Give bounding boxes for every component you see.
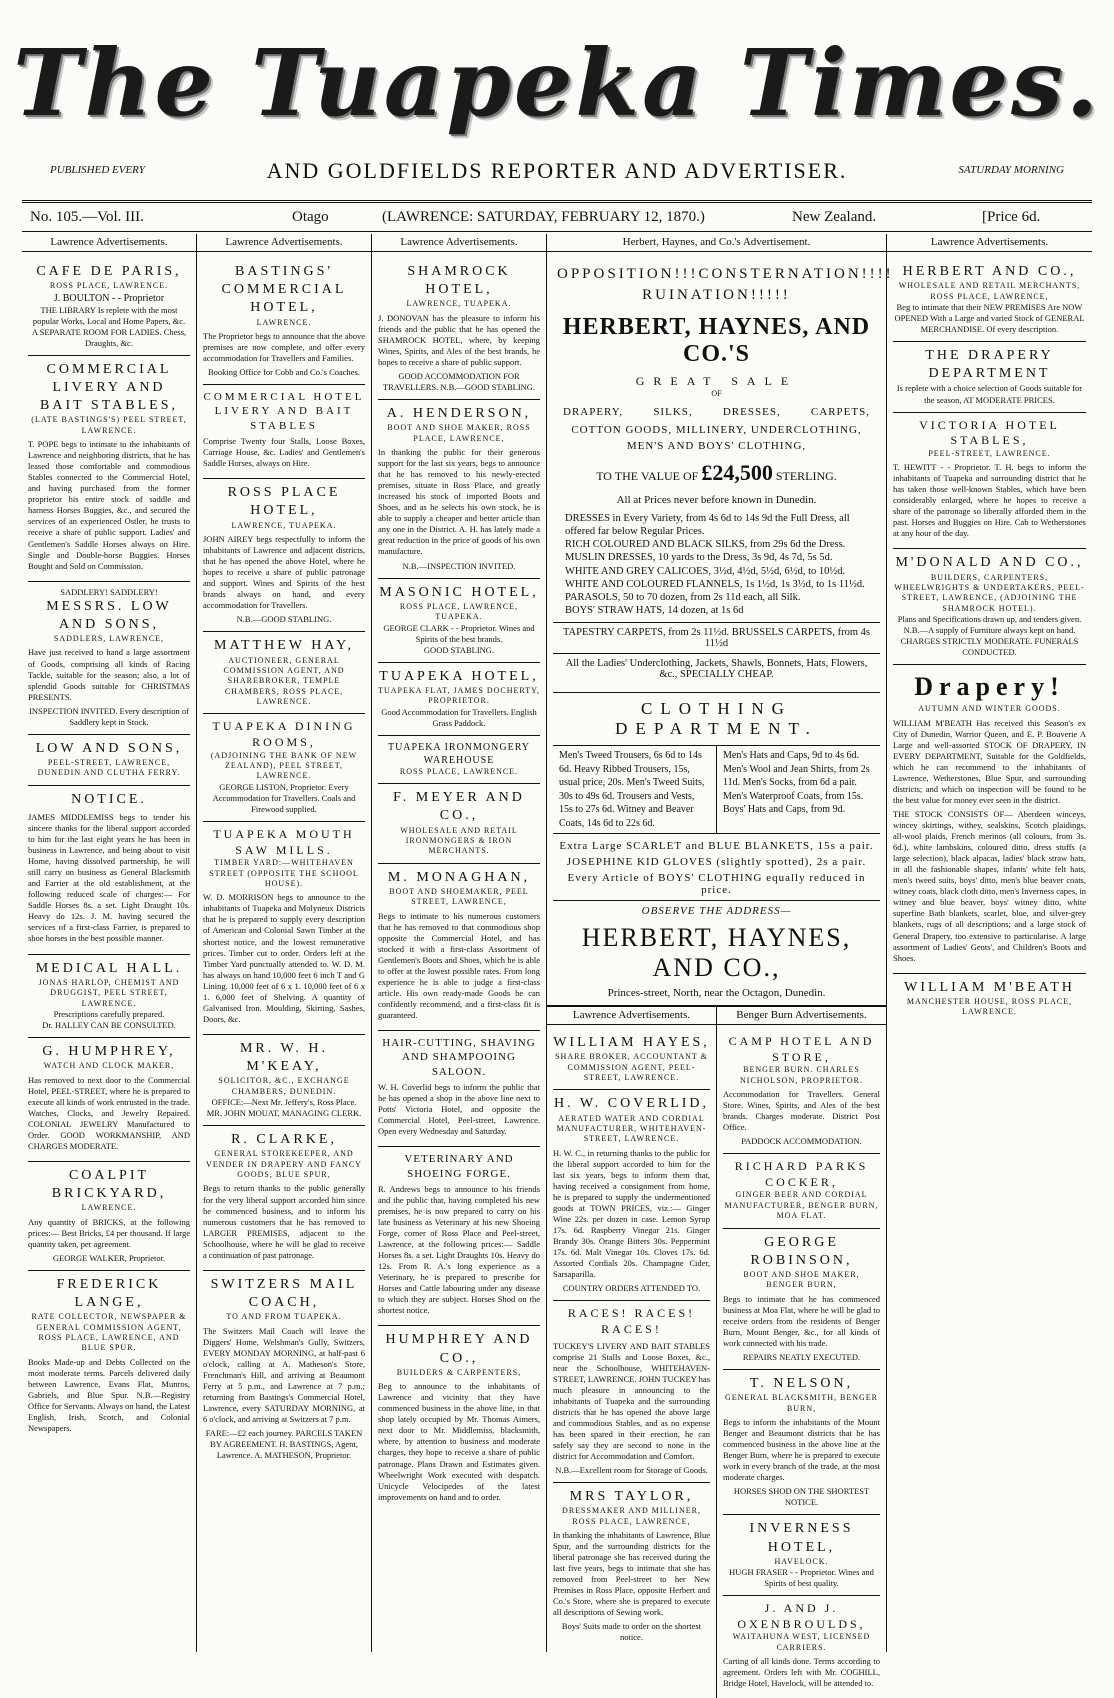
ad-name: NOTICE. <box>71 791 147 807</box>
sale-item: SILKS, <box>653 406 693 418</box>
sale-line: MEN'S AND BOYS' CLOTHING, <box>626 440 807 452</box>
ad-william-mbeath <box>893 974 1086 1024</box>
ad-name: Drapery! <box>914 672 1065 702</box>
ad-sub: WAITAHUNA WEST, LICENSED CARRIERS. <box>732 1632 871 1652</box>
ad-bastings-hotel <box>203 258 365 385</box>
price-line: MUSLIN DRESSES, 10 yards to the Dress, 3s 9d, 4s 7d, 5s 5d. <box>565 552 833 564</box>
column-5 <box>887 234 1092 1652</box>
ad-body: JAMES MIDDLEMISS begs to tender his sincere thanks for the liberal support accorded to him for the last eight years he has been in business in Lawrence, and being about to visit Home, having dissolved partnership, he will still carry on business as General Blacksmith and Farrier at the old establishment, at the following reduced scale of charges:— For Saddle Horses 8s. a set. Light Draught 10s. Heavy do 12s. J. M. having secured the services of a first-class Farrier, is prepared to shoe horses in the best possible manner. <box>28 811 190 944</box>
ad-body: T. POPE begs to intimate to the inhabitants of Lawrence and neighboring districts, that he has leased those comfortable and commodious Stables connected to the Commercial Hotel, and having purchased from the former proprietor his entire stock of saddle and harness Horses Buggies, &c., and secured the services of an experienced Ostler, he trusts to receive a share of public support. Ladies' and Gentlemen's Saddle Horses always on Hire. Single and Double-horse Buggies. Horses Bought and Sold on Commission. <box>28 439 190 571</box>
sub-column-lawrence <box>547 1007 717 1698</box>
ad-name: G. HUMPHREY, <box>42 1043 176 1059</box>
ad-sub: AUTUMN AND WINTER GOODS. <box>918 704 1061 714</box>
ad-sub: SHARE BROKER, ACCOUNTANT & COMMISSION AGENT, PEEL-STREET, LAWRENCE. <box>555 1052 708 1082</box>
ad-name: VICTORIA HOTEL STABLES, <box>919 417 1060 448</box>
opposition: OPPOSITION!!! <box>557 266 699 282</box>
ad-sub: PEEL-STREET, LAWRENCE. <box>928 448 1051 458</box>
ad-name: RICHARD PARKS COCKER, <box>734 1159 869 1189</box>
ad-extra: N.B.—INSPECTION INVITED. <box>402 560 516 571</box>
ad-name: CAMP HOTEL AND STORE, <box>728 1034 875 1064</box>
opposition-row <box>553 258 894 283</box>
ad-body: Comprise Twenty four Stalls, Loose Boxes, Carriage House, &c. Ladies' and Gentlemen's Saddle Horses, always on Hire. <box>203 436 365 469</box>
ad-sub: GENERAL BLACKSMITH, BENGER BURN, <box>724 1393 879 1413</box>
ad-body: Begs to intimate to his numerous customers that he has removed to that commodious shop opposite the Commercial Hotel, and has stocked it with a first-class Assortment of Gentlemen's Boots and Shoes, which he is able to offer at the lowest possible rates. From long experience he is able to judge a first-class article. His own ready-made Goods he can confidently recommend, and a first-class fit is guaranteed. <box>378 910 540 1021</box>
ad-sub: LAWRENCE, TUAPEKA. <box>406 299 512 309</box>
ad-sub: AERATED WATER AND CORDIAL MANUFACTURER, WHITEHAVEN-STREET, LAWRENCE. <box>556 1113 707 1144</box>
ad-sub: ROSS PLACE, LAWRENCE. <box>49 281 169 291</box>
ad-body: T. HEWITT - - Proprietor. T. H. begs to inform the inhabitants of Tuapeka and surrounding district that he has taken those well-known Stables, which have been considerably enlarged, where he hopes to receive a share of the patronage so liberally afforded them in the past. Horses and Buggies on Hire. Cab to Wetherstones at any hour of the day. <box>893 462 1086 539</box>
ad-extra: PADDOCK ACCOMMODATION. <box>741 1136 862 1147</box>
ad-shamrock-hotel <box>378 258 540 400</box>
ad-body: GEORGE LISTON, Proprietor. Every Accommodation for Travellers. Coals and Firewood supplied. <box>212 781 356 814</box>
ad-extra: FARE:—£2 each journey. PARCELS TAKEN BY AGREEMENT. H. BASTINGS, Agent, Lawrence. A. MATHESON, Proprietor. <box>205 1428 363 1461</box>
issue-country: New Zealand. <box>792 209 877 225</box>
column-1 <box>22 234 197 1652</box>
ad-extra: GOOD STABLING. <box>423 644 495 655</box>
ad-extra: REPAIRS NEATLY EXECUTED. <box>742 1351 861 1362</box>
ad-victoria-stables <box>893 413 1086 550</box>
newspaper-title: The Tuapeka Times. <box>13 29 1101 137</box>
ad-coverlid <box>553 1090 710 1301</box>
gloves-line: JOSEPHINE KID GLOVES (slightly spotted), 2s a pair. <box>566 856 867 868</box>
ad-extra: THE STOCK CONSISTS OF— Aberdeen winceys, wincey skirtings, withey, sealskins, Scotch plaidings, all-wool plaids, French merinos (all colours, from 3s. 6d.), white lambskins, coloured ditto, dress stuffs (a large selection), black alpacas, ladies' black straw hats, in all the fashionable shapes, infants' white felt hats, men's tweed suits, boys' ditto, men's blue beaver coats, witney coats, black cloth ditto, men's Inverness capes, in witney and blue beaver, boys' witney ditto, white superfine Bath blankets, scarlet, blue, and silver-grey blankets, rugs of all descriptions; and a large stock of General Drapery, too extensive to particularise. A large assortment of Ladies' Gents', and Children's Boots and Shoes. <box>893 808 1086 963</box>
ad-name: T. NELSON, <box>749 1376 854 1391</box>
clothing-title: CLOTHING DEPARTMENT. <box>553 692 880 739</box>
ad-body: In thanking the inhabitants of Lawrence, Blue Spur, and the surrounding districts for the liberal patronage she has received during the last five years, begs to intimate that she has removed from Peel-street to her New Premises in Ross Place, opposite Herbert and Co.'s Store, where she is prepared to execute all descriptions of Sewing work. <box>553 1530 710 1618</box>
ad-sub: SADDLERS, LAWRENCE, <box>53 634 165 644</box>
firm-name-2: HERBERT, HAYNES, AND CO., <box>581 923 852 982</box>
ad-name: HERBERT AND CO., <box>902 264 1077 279</box>
column-heading: Lawrence Advertisements. <box>197 234 371 252</box>
ad-sub: TIMBER YARD:—WHITEHAVEN STREET (OPPOSITE THE SCHOOL HOUSE). <box>209 858 359 888</box>
ad-name: TUAPEKA DINING ROOMS, <box>212 719 356 750</box>
sale-item: CARPETS, <box>810 406 870 418</box>
ad-body: Begs to intimate that he has commenced business at Moa Flat, where he will be glad to receive orders from the residents of Benger Burn, Mount Benger, &c., for all kinds of work connected with his trade. <box>723 1293 880 1348</box>
ad-sub: RATE COLLECTOR, NEWSPAPER & GENERAL COMMISSION AGENT, ROSS PLACE, LAWRENCE, AND BLUE SPUR. <box>31 1312 187 1353</box>
ad-matthew-hay <box>203 632 365 714</box>
ad-extra: INSPECTION INVITED. Every description of Saddlery kept in Stock. <box>29 705 189 727</box>
ad-name: H. W. COVERLID, <box>553 1096 710 1112</box>
ad-name: HAIR-CUTTING, SHAVING AND SHAMPOOING SALOON. <box>382 1037 536 1078</box>
underclothing-line: All the Ladies' Underclothing, Jackets, Shawls, Bonnets, Hats, Flowers, &c., SPECIALLY CHEAP. <box>553 653 880 684</box>
issue-place: Otago <box>292 209 329 225</box>
price-line: RICH COLOURED AND BLACK SILKS, from 29s 6d the Dress. <box>565 539 846 551</box>
ad-body: Begs to return thanks to the public generally for the very liberal support accorded him since he commenced business, and to inform his numerous customers that he has removed to LARGER PREMISES, adjacent to the Schoolhouse, where he will be glad to receive a continuation of past patronage. <box>203 1183 365 1260</box>
price-list <box>553 512 880 617</box>
clothing-left: Men's Tweed Trousers, 6s 6d to 14s 6d. Heavy Ribbed Trousers, 15s, usual price, 20s. Men's Tweed Suits, 30s to 49s 6d. Trousers and Vests, 15s to 27s 6d. Witney and Beaver Coats, 14s 6d to 22s 6d. <box>559 750 705 829</box>
ad-name: WILLIAM HAYES, <box>553 1035 710 1050</box>
ad-sub: TO AND FROM TUAPEKA. <box>226 1312 342 1322</box>
ad-name: BASTINGS' COMMERCIAL HOTEL, <box>221 264 347 316</box>
ad-body: Carting of all kinds done. Terms according to agreement. Orders left with Mr. COGHILL, Bridge Hotel, Havelock, will be attended to. <box>723 1656 880 1689</box>
ad-sub: WHOLESALE AND RETAIL MERCHANTS, ROSS PLACE, LAWRENCE, <box>898 281 1081 301</box>
ad-sub: AUCTIONEER, GENERAL COMMISSION AGENT, AND SHAREBROKER, TEMPLE CHAMBERS, ROSS PLACE, LAWRENCE. <box>223 655 345 707</box>
sub-columns <box>547 1005 886 1698</box>
ad-drapery-department <box>893 342 1086 412</box>
ad-name: R. CLARKE, <box>231 1132 337 1148</box>
ad-body: Plans and Specifications drawn up, and tenders given. N.B.—A supply of Furniture always kept on hand. <box>897 614 1082 636</box>
price-line: DRESSES in Every Variety, from 4s 6d to 14s 9d the Full Dress, all offered far below Regular Prices. <box>565 513 850 538</box>
subtitle-row <box>12 158 1102 186</box>
ad-extra: HORSES SHOD ON THE SHORTEST NOTICE. <box>733 1486 870 1508</box>
ad-sub: BOOT AND SHOE MAKER, ROSS PLACE, LAWRENCE, <box>387 423 531 443</box>
ad-body: W. H. Coverlid begs to inform the public that he has opened a shop in the above line next to Potts' Victoria Hotel, and opposite the Commercial Hotel, Peel-street, Lawrence. Open every Wednesday and Saturday. <box>378 1082 540 1137</box>
ad-sub: ROSS PLACE, LAWRENCE, TUAPEKA. <box>399 601 519 622</box>
ad-body: WILLIAM M'BEATH Has received this Season's ex City of Dunedin, Warrior Queen, and E. P. Bouverie A Large and well-assorted STOCK OF DRAPERY, IN EVERY DEPARTMENT, Suitable for the Goldfields, which he can recommend to the inhabitants of Lawrence, Wetherstones, Blue Spur, and surrounding districts; and which on inspection will be found to be the best value for money ever seen in the district. <box>893 717 1086 805</box>
ad-sub: LAWRENCE. <box>81 1203 137 1213</box>
ad-sub: LAWRENCE. <box>256 317 312 327</box>
ad-name: COALPIT BRICKYARD, <box>51 1167 167 1202</box>
ad-body: W. D. MORRISON begs to announce to the inhabitants of Tuapeka and Molyneux Districts that he is prepared to supply every description of American and Colonial Sawn Timber at the shortest notice, and the lowest remunerative prices. Timber cut to order. Orders left at the Timber Yard punctually attended to. W. D. M. has always on hand 10,000 feet 6 inch T and G Lining. 10,000 feet of 6 x 1. 10,000 feet of 6 x 1. 6,000 feet of Shelving. A quantity of Galvanised Iron. Moulding, Skirting, Sashes, Doors, &c. <box>203 892 365 1024</box>
ad-name: SWITZERS MAIL COACH, <box>210 1276 358 1310</box>
ruination: RUINATION!!!!! <box>642 287 791 303</box>
ad-masonic-hotel <box>378 579 540 663</box>
ad-sub: BUILDERS, CARPENTERS, WHEELWRIGHTS & UNDERTAKERS, PEEL-STREET, LAWRENCE, (ADJOINING THE SHAMROCK HOTEL). <box>894 572 1085 613</box>
ad-sub: BUILDERS & CARPENTERS, <box>396 1367 522 1377</box>
ad-ross-place-hotel <box>203 479 365 632</box>
ad-coalpit-brickyard <box>28 1162 190 1271</box>
price-line: WHITE AND GREY CALICOES, 3½d, 4½d, 5½d, 6½d, to 10½d. <box>565 565 846 577</box>
ad-body: Begs to inform the inhabitants of the Mount Benger and Beaumont districts that he has commenced business in the above line at the Benger Burn, where he is prepared to execute work in every branch of the trade, at the most moderate charges. <box>723 1416 880 1483</box>
ad-name: TUAPEKA MOUTH SAW MILLS. <box>213 826 355 857</box>
ad-switzers-coach <box>203 1271 365 1467</box>
ad-sub: SOLICITOR, &C., EXCHANGE CHAMBERS, DUNEDIN. <box>218 1076 350 1096</box>
ad-name: A. HENDERSON, <box>386 406 532 422</box>
sale-item: DRAPERY, <box>563 406 624 418</box>
ad-sub: (ADJOINING THE BANK OF NEW ZEALAND), PEEL STREET, LAWRENCE. <box>210 750 358 781</box>
ad-cafe-de-paris <box>28 258 190 356</box>
ad-name: MR. W. H. M'KEAY, <box>239 1040 329 1075</box>
ad-name: SHAMROCK HOTEL, <box>407 264 511 298</box>
column-heading: Lawrence Advertisements. <box>22 234 196 252</box>
ad-tuapeka-hotel <box>378 663 540 736</box>
ad-camp-hotel <box>723 1029 880 1154</box>
ad-name: MATTHEW HAY, <box>214 638 354 654</box>
column-heading: Benger Burn Advertisements. <box>717 1007 886 1025</box>
ad-extra: GOOD ACCOMMODATION FOR TRAVELLERS. N.B.—GOOD STABLING. <box>382 371 536 393</box>
issue-bar <box>22 200 1092 232</box>
ad-inverness-hotel <box>723 1515 880 1596</box>
ad-body: J. DONOVAN has the pleasure to inform his friends and the public that he has opened the SHAMROCK HOTEL, where, by keeping Wines, Spirits, and Ales of the best brands, he hopes to receive a share of public support. <box>378 312 540 367</box>
ad-cocker <box>723 1154 880 1228</box>
ad-name: MASONIC HOTEL, <box>379 584 539 600</box>
saddlery-heading: SADDLERY! SADDLERY! <box>60 586 158 597</box>
ad-extra: COUNTRY ORDERS ATTENDED TO. <box>562 1283 701 1294</box>
ad-notice <box>28 786 190 955</box>
ad-body: JOHN AIREY begs respectfully to inform the inhabitants of Lawrence and adjacent districts, that he has opened the above Hotel, where he hopes to receive a share of public patronage and support. Wines and Spirits of the best brands always on hand, and every accommodation for Travellers. <box>203 533 365 611</box>
ad-name: MRS TAYLOR, <box>569 1489 694 1505</box>
ad-veterinary <box>378 1147 540 1326</box>
ad-body: OFFICE:—Next Mr. Jeffery's, Ross Place. MR. JOHN MOUAT, MANAGING CLERK. <box>206 1097 362 1119</box>
ad-sub: PEEL-STREET, LAWRENCE, DUNEDIN AND CLUTHA FERRY. <box>37 758 181 778</box>
ad-body: The Switzers Mail Coach will leave the Diggers' Home, Welshman's Gully, Switzers, EVERY MONDAY MORNING, at half-past 6 o'clock, calling at A. Matheson's Store, Frenchman's Hill, and arriving at Beaumont Ferry at 5 p.m., and Lawrence at 7 p.m.; returning from Bastings's Commercial Hotel, Lawrence, every SATURDAY MORNING, at 6 o'clock, and arriving at Switzers at 7 p.m. <box>203 1325 365 1424</box>
ad-body: HUGH FRASER - - Proprietor. Wines and Spirits of best quality. <box>729 1567 874 1589</box>
ad-r-clarke <box>203 1126 365 1271</box>
column-heading: Lawrence Advertisements. <box>887 234 1092 252</box>
ad-name: M'DONALD AND CO., <box>895 555 1084 571</box>
carpets-line: TAPESTRY CARPETS, from 2s 11½d. BRUSSELS CARPETS, from 4s 11½d <box>553 622 880 653</box>
clothing-right: Men's Hats and Caps, 9d to 4s 6d. Men's Wool and Jean Shirts, from 2s 11d. Men's Socks, from 6d a pair. Men's Waterproof Coats, from 15s. Boys' Hats and Caps, from 9d. <box>716 746 880 833</box>
ad-sub: BOOT AND SHOEMAKER, PEEL STREET, LAWRENCE, <box>389 886 529 907</box>
ad-races <box>553 1301 710 1483</box>
sale-items <box>563 406 870 418</box>
ad-sub: GINGER BEER AND CORDIAL MANUFACTURER, BENGER BURN, MOA FLAT. <box>724 1190 879 1221</box>
column-3 <box>372 234 547 1652</box>
ad-name: MESSRS. LOW AND SONS, <box>46 598 172 632</box>
ad-extra: CHARGES STRICTLY MODERATE. FUNERALS CONDUCTED. <box>900 636 1079 658</box>
of-label: OF <box>711 389 722 398</box>
ad-nelson <box>723 1370 880 1515</box>
value-pre: TO THE VALUE OF <box>596 469 699 483</box>
great-sale: GREAT SALE <box>635 374 798 388</box>
ad-frederick-lange <box>28 1271 190 1443</box>
ad-sub: HAVELOCK. <box>774 1556 829 1566</box>
issue-date: (LAWRENCE: SATURDAY, FEBRUARY 12, 1870.) <box>382 209 705 225</box>
ad-body: Good Accommodation for Travellers. English Grass Paddock. <box>381 706 537 728</box>
ad-name: F. MEYER AND CO., <box>393 790 525 824</box>
ad-body: TUCKEY'S LIVERY AND BAIT STABLES comprise 21 Stalls and Loose Boxes, &c., near the Schoolhouse, WHITEHAVEN-STREET, LAWRENCE. JOHN TUCKEY has much pleasure in announcing to the inhabitants of Tuapeka and the surrounding districts that he has opened the above large and commodious Stables, and as no expense has been spared in their erection, he can safely say they are second to none in the district for Accommodation and Comfort. <box>553 1340 710 1461</box>
ad-saw-mills <box>203 822 365 1035</box>
masthead <box>12 8 1102 183</box>
ad-humphrey-builders <box>378 1326 540 1511</box>
ad-commercial-stables <box>203 385 365 479</box>
ad-extra: Booking Office for Cobb and Co.'s Coaches. <box>208 367 360 378</box>
ad-name: ROSS PLACE HOTEL, <box>227 485 341 519</box>
ad-body: Any quantity of BRICKS, at the following prices:— Best Bricks, £4 per thousand. If large quantity taken, per agreement. <box>28 1216 190 1249</box>
ad-dining-rooms <box>203 714 365 822</box>
ad-name: VETERINARY AND SHOEING FORGE. <box>404 1153 514 1180</box>
ad-name: FREDERICK LANGE, <box>56 1276 162 1311</box>
ad-sub: GENERAL STOREKEEPER, AND VENDER IN DRAPERY AND FANCY GOODS, BLUE SPUR, <box>206 1149 362 1180</box>
ad-name: WILLIAM M'BEATH <box>904 979 1075 995</box>
ad-ironmongery <box>378 736 540 784</box>
ad-sub: (LATE BASTINGS'S) PEEL STREET, LAWRENCE. <box>31 415 187 435</box>
ad-name: TUAPEKA IRONMONGERY WAREHOUSE <box>387 741 531 766</box>
ad-drapery <box>893 665 1086 973</box>
ad-william-hayes <box>553 1029 710 1090</box>
ad-sub: BOOT AND SHOE MAKER, BENGER BURN, <box>743 1269 860 1290</box>
sub-column-benger-burn <box>717 1007 886 1698</box>
clothing-table <box>553 745 880 834</box>
column-herbert-haynes <box>547 234 894 1689</box>
ad-oxenboulds <box>723 1596 880 1698</box>
ad-name: MEDICAL HALL. <box>35 960 183 976</box>
ad-name: THE DRAPERY DEPARTMENT <box>925 348 1054 382</box>
ad-name: J. AND J. OXENBROULDS, <box>737 1601 866 1631</box>
price-line: BOYS' STRAW HATS, 14 dozen, at 1s 6d <box>565 604 744 616</box>
ad-herbert-haynes <box>553 258 894 999</box>
ad-robinson <box>723 1229 880 1370</box>
ad-body: H. W. C., in returning thanks to the public for the liberal support accorded to him for the last six years, begs to inform them that, having received a consignment from home, he is prepared to supply the undermentioned goods at TOWN PRICES, viz.:— Ginger Wine 22s. per dozen in case. Lemon Syrup 17s. 6d. Raspberry Vinegar 21s. Ginger Brandy 30s. Orange Bitters 30s. Peppermint 17s. 6d. Malt Vinegar 10s. Cloves 17s. 6d. Assorted Cordials 20s. Champagne Cider, Sarsaparilla. <box>553 1147 710 1280</box>
ad-mcdonald <box>893 549 1086 665</box>
ad-body: Have just received to hand a large assortment of Goods, comprising all kinds of Racing Tackle, suitable for the season; also, a lot of splendid Goods suitable for CHRISTMAS PRESENTS. <box>28 647 190 702</box>
ad-name: GEORGE ROBINSON, <box>750 1234 853 1268</box>
ad-sub: BENGER BURN. CHARLES NICHOLSON, PROPRIETOR. <box>740 1065 863 1085</box>
price-line: PARASOLS, 50 to 70 dozen, from 2s 11d each, all Silk. <box>565 591 801 603</box>
ad-sub: LAWRENCE, TUAPEKA. <box>231 520 337 530</box>
ad-body: The Proprietor begs to announce that the above premises are now complete, and offer every accommodation for Travellers and Families. <box>203 330 365 364</box>
ad-name: LOW AND SONS, <box>35 740 183 756</box>
ad-body: GEORGE CLARK - - Proprietor. Wines and Spirits of the best brands. <box>383 622 535 644</box>
ad-proprietor: J. BOULTON - - Proprietor <box>53 292 165 304</box>
ad-medical-hall <box>28 955 190 1038</box>
ad-name: M. MONAGHAN, <box>387 869 531 885</box>
ad-sub: DRESSMAKER AND MILLINER, ROSS PLACE, LAWRENCE, <box>562 1506 701 1526</box>
ad-low-and-sons-saddlers <box>28 582 190 735</box>
ad-sub: ROSS PLACE, LAWRENCE. <box>399 766 519 776</box>
ad-monaghan <box>378 864 540 1031</box>
saturday-morning: SATURDAY MORNING <box>958 164 1064 176</box>
issue-number: No. 105.—Vol. III. <box>30 209 144 225</box>
price-line: WHITE AND COLOURED FLANNELS, 1s 1½d, 1s 3½d, to 1s 11½d. <box>565 578 865 590</box>
ad-extra: Dr. HALLEY CAN BE CONSULTED. <box>42 1019 176 1030</box>
ad-body: THE LIBRARY Is replete with the most popular Works, Local and Home Papers, &c. <box>32 304 186 326</box>
observe-address: OBSERVE THE ADDRESS— <box>553 900 880 917</box>
column-2 <box>197 234 372 1652</box>
ad-sub: TUAPEKA FLAT, JAMES DOCHERTY, PROPRIETOR. <box>378 685 540 706</box>
ad-body: Books Made-up and Debts Collected on the most moderate terms. Parcels delivered daily between Lawrence, Evans Flat, Munros, Gabriels, and Blue Spur. N.B.—Registry Office for Servants. Always on hand, the Latest English, Irish, Scotch, and Colonial Newspapers. <box>28 1356 190 1434</box>
ad-low-and-sons <box>28 735 190 786</box>
column-heading: Lawrence Advertisements. <box>547 1007 716 1025</box>
ad-body: Beg to announce to the inhabitants of Lawrence and vicinity that they have commenced business in the above line, in that shop lately occupied by Mr. Thomas Aimers, next door to Mr. Middlemiss, blacksmith, where, by attention to business and moderate charges, they hope to receive a share of public patronage. Plans Drawn and Estimates given. Wheelwright Work executed with despatch. Unicycle Velocipedes of the latest improvements on hand and to order. <box>378 1381 540 1502</box>
all-at-prices: All at Prices never before known in Dunedin. <box>616 494 817 506</box>
ad-meyer <box>378 784 540 864</box>
ad-extra: N.B.—GOOD STABLING. <box>236 614 332 625</box>
firm-name: HERBERT, HAYNES, AND CO.'S <box>562 314 871 367</box>
column-heading: Lawrence Advertisements. <box>372 234 546 252</box>
ad-mckeay-solicitor <box>203 1035 365 1126</box>
value-amount: £24,500 <box>701 460 773 485</box>
ad-body: Beg to intimate that their NEW PREMISES Are NOW OPENED With a Large and varied Stock of GENERAL MERCHANDISE. Of every description. <box>894 301 1085 335</box>
ad-humphrey-watchmaker <box>28 1038 190 1162</box>
ad-name: RACES! RACES! RACES! <box>567 1306 696 1336</box>
ad-livery-stables <box>28 356 190 582</box>
column-heading: Herbert, Haynes, and Co.'s Advertisement. <box>547 234 886 252</box>
ad-sub: WHOLESALE AND RETAIL IRONMONGERS & IRON MERCHANTS. <box>400 825 518 856</box>
ad-name: CAFE DE PARIS, <box>36 264 182 279</box>
ad-name: HUMPHREY AND CO., <box>385 1332 533 1366</box>
ad-herbert-and-co <box>893 258 1086 342</box>
blankets-line: Extra Large SCARLET and BLUE BLANKETS, 15s a pair. <box>559 840 874 852</box>
ad-body: Prescriptions carefully prepared. <box>53 1008 165 1019</box>
columns <box>22 234 1092 1689</box>
ad-body: Accommodation for Travellers. General Store. Wines, Spirits, and Ales of the best brands. Charges moderate. District Post Office. <box>723 1088 880 1133</box>
published-every: PUBLISHED EVERY <box>50 164 145 176</box>
ad-sub: MANCHESTER HOUSE, ROSS PLACE, LAWRENCE. <box>906 996 1073 1017</box>
ad-body: Has removed to next door to the Commercial Hotel, PEEL-STREET, where he is prepared to execute all kinds of work entrusted in the trade. Watches, Clocks, and Jewelry Repaired. COLONIAL JEWELRY Manufactured to Order. GOOD WORKMANSHIP, AND CHARGES MODERATE. <box>28 1074 190 1151</box>
subtitle: AND GOLDFIELDS REPORTER AND ADVERTISER. <box>266 158 848 183</box>
sale-line: COTTON GOODS, MILLINERY, UNDERCLOTHING, <box>571 424 862 436</box>
ad-mrs-taylor <box>553 1483 710 1649</box>
firm-address: Princes-street, North, near the Octagon, Dunedin. <box>607 987 826 999</box>
ad-body: In thanking the public for their generous support for the last six years, begs to announce that he has removed to his newly-erected premises, situate in Ross Place, and greatly increased his stock of imported Boots and Shoes, and as he selects his own stock, he is able to supply a cheaper and better article than any one in the District. A. H. has lately made a great reduction in the price of goods of his own manufacture. <box>378 447 540 557</box>
ad-henderson <box>378 400 540 578</box>
issue-price: [Price 6d. <box>982 209 1041 225</box>
consternation: CONSTERNATION!!!! <box>698 266 894 282</box>
ad-extra: A SEPARATE ROOM FOR LADIES. Chess, Draughts, &c. <box>31 326 187 348</box>
ad-body: R. Andrews begs to announce to his friends and the public that, having completed his new premises, he is now prepared to carry on his late business as Veterinary at his new Shoeing Forge, corner of Ross Place and Peel-street, Lawrence, at the following prices:— Saddle Horses 8s. a set. Light Draughts 10s. Heavy do 12s. From R. A.'s long experience as a Veterinary, he is prepared to prescribe for Horses and Cattle labouring under any disease to which they are subject. Horses Shod on the shortest notice. <box>378 1183 540 1316</box>
newspaper-page <box>12 0 1102 1689</box>
sale-value <box>553 460 880 486</box>
boys-line: Every Article of BOYS' CLOTHING equally reduced in price. <box>567 872 866 896</box>
ad-hair-saloon <box>378 1031 540 1147</box>
sale-item: DRESSES, <box>722 406 781 418</box>
ad-name: COMMERCIAL HOTEL LIVERY AND BAIT STABLES <box>203 391 365 432</box>
ad-body: Is replete with a choice selection of Goods suitable for the season, AT MODERATE PRICES. <box>896 383 1083 405</box>
ad-sub: WATCH AND CLOCK MAKER, <box>43 1061 175 1071</box>
ad-name: TUAPEKA HOTEL, <box>379 668 539 684</box>
ad-name: INVERNESS HOTEL, <box>749 1521 854 1555</box>
ad-extra: GEORGE WALKER, Proprietor. <box>52 1252 166 1263</box>
value-post: STERLING. <box>775 469 837 483</box>
ad-extra: Boys' Suits made to order on the shortest notice. <box>561 1621 702 1643</box>
ad-extra: N.B.—Excellent room for Storage of Goods. <box>555 1465 708 1476</box>
ad-sub: JONAS HARLOP, CHEMIST AND DRUGGIST, PEEL STREET, LAWRENCE. <box>38 977 180 1008</box>
ad-name: COMMERCIAL LIVERY AND BAIT STABLES, <box>40 361 178 414</box>
